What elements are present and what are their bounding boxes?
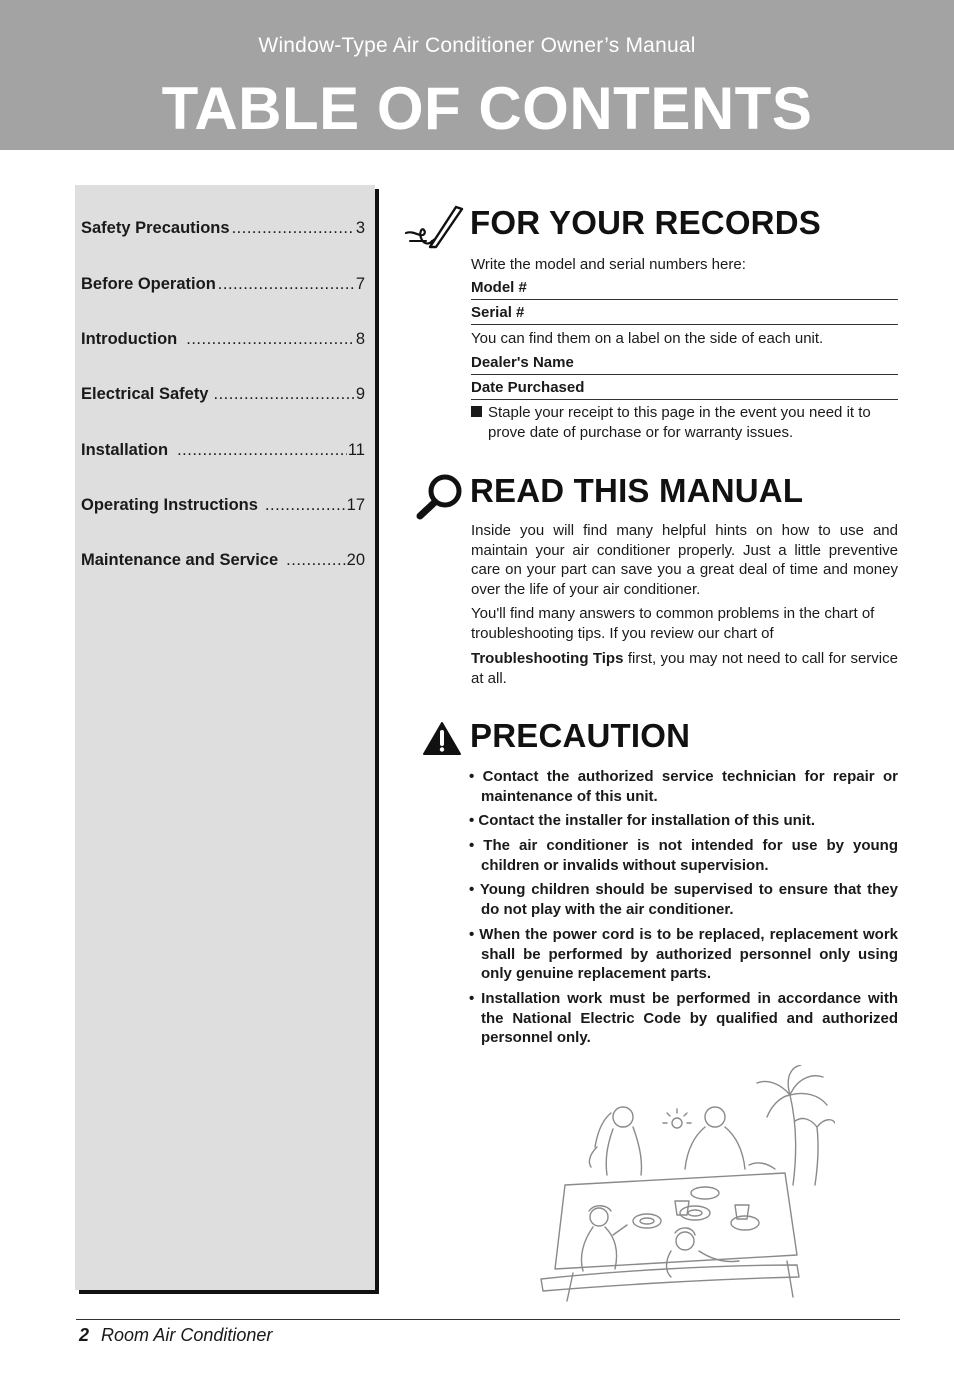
toc-item-electrical-safety[interactable]: [81, 385, 365, 404]
precaution-item: • When the power cord is to be replaced, replacement work shall be performed by authorized personnel only using only genuine replacement parts.: [469, 926, 898, 982]
dealer-name-field[interactable]: Dealer's Name: [471, 354, 898, 375]
toc-dot-leader: [214, 385, 355, 404]
toc-dot-leader: [286, 551, 345, 570]
footer-rule: [76, 1319, 900, 1320]
toc-item-introduction[interactable]: [81, 330, 365, 349]
toc-dot-leader: [177, 441, 347, 460]
page-footer: [79, 1325, 272, 1346]
precaution-item: • Young children should be supervised to ensure that they do not play with the air conditioner.: [469, 881, 898, 918]
precaution-heading: PRECAUTION: [470, 717, 691, 754]
toc-item-page: 8: [355, 330, 365, 348]
pen-writing-icon: [404, 203, 466, 251]
warning-triangle-icon: [422, 721, 462, 757]
page-title: TABLE OF CONTENTS: [161, 75, 813, 142]
manual-paragraph-3-rest: first, you may not need to call for service at all.: [471, 650, 898, 687]
toc-item-page: 7: [355, 275, 365, 293]
date-purchased-field[interactable]: Date Purchased: [471, 379, 898, 400]
toc-dot-leader: [186, 330, 355, 349]
manual-paragraph-2: You'll find many answers to common problems in the chart of troubleshooting tips. If you review our chart of: [471, 605, 875, 642]
precaution-item: • Contact the installer for installation of this unit.: [469, 812, 816, 829]
records-intro: Write the model and serial numbers here:: [471, 256, 746, 273]
toc-item-page: 17: [346, 496, 365, 514]
toc-item-label: Operating Instructions: [81, 496, 258, 514]
toc-item-page: 20: [346, 551, 365, 569]
toc-item-before-operation[interactable]: [81, 275, 365, 294]
toc-item-label: Safety Precautions: [81, 219, 230, 237]
records-label-note: You can find them on a label on the side of each unit.: [471, 330, 824, 347]
toc-item-installation[interactable]: [81, 441, 365, 460]
serial-number-field[interactable]: Serial #: [471, 304, 898, 325]
toc-dot-leader: [232, 219, 355, 238]
toc-item-safety-precautions[interactable]: [81, 219, 365, 238]
toc-item-page: 9: [355, 385, 365, 403]
toc-item-label: Before Operation: [81, 275, 216, 293]
toc-item-maintenance-and-service[interactable]: [81, 551, 365, 570]
magnifier-icon: [415, 472, 465, 520]
precaution-item: • Contact the authorized service technician for repair or maintenance of this unit.: [469, 768, 898, 805]
family-picnic-illustration: [535, 1065, 835, 1305]
precaution-item: • The air conditioner is not intended for use by young children or invalids without supervision.: [469, 837, 898, 874]
document-subtitle: Window-Type Air Conditioner Owner’s Manual: [258, 34, 696, 57]
toc-item-operating-instructions[interactable]: [81, 496, 365, 515]
troubleshooting-tips-emphasis: Troubleshooting Tips: [471, 650, 624, 667]
records-heading: FOR YOUR RECORDS: [470, 204, 821, 241]
toc-item-label: Electrical Safety: [81, 385, 209, 403]
toc-dot-leader: [265, 496, 346, 515]
square-bullet-icon: [471, 406, 482, 417]
toc-dot-leader: [218, 275, 355, 294]
manual-paragraph-3: [471, 649, 898, 688]
toc-item-page: 3: [355, 219, 365, 237]
manual-heading: READ THIS MANUAL: [470, 472, 804, 509]
footer-title: Room Air Conditioner: [101, 1325, 273, 1345]
toc-item-label: Installation: [81, 441, 169, 459]
model-number-field[interactable]: Model #: [471, 279, 898, 300]
toc-item-page: 11: [347, 441, 365, 459]
toc-item-label: Introduction: [81, 330, 178, 348]
toc-item-label: Maintenance and Service: [81, 551, 279, 569]
manual-paragraph-1: Inside you will find many helpful hints on how to use and maintain your air conditioner properly. Just a little preventive care on your part can save you a great deal of time and money over the life of your air conditioner.: [471, 522, 898, 598]
staple-note: Staple your receipt to this page in the event you need it to prove date of purchase or for warranty issues.: [488, 404, 871, 441]
header-banner: [0, 0, 954, 150]
toc-panel: [75, 185, 375, 1290]
precaution-item: • Installation work must be performed in accordance with the National Electric Code by qualified and authorized personnel only.: [469, 990, 898, 1046]
page-number: 2: [79, 1325, 90, 1345]
